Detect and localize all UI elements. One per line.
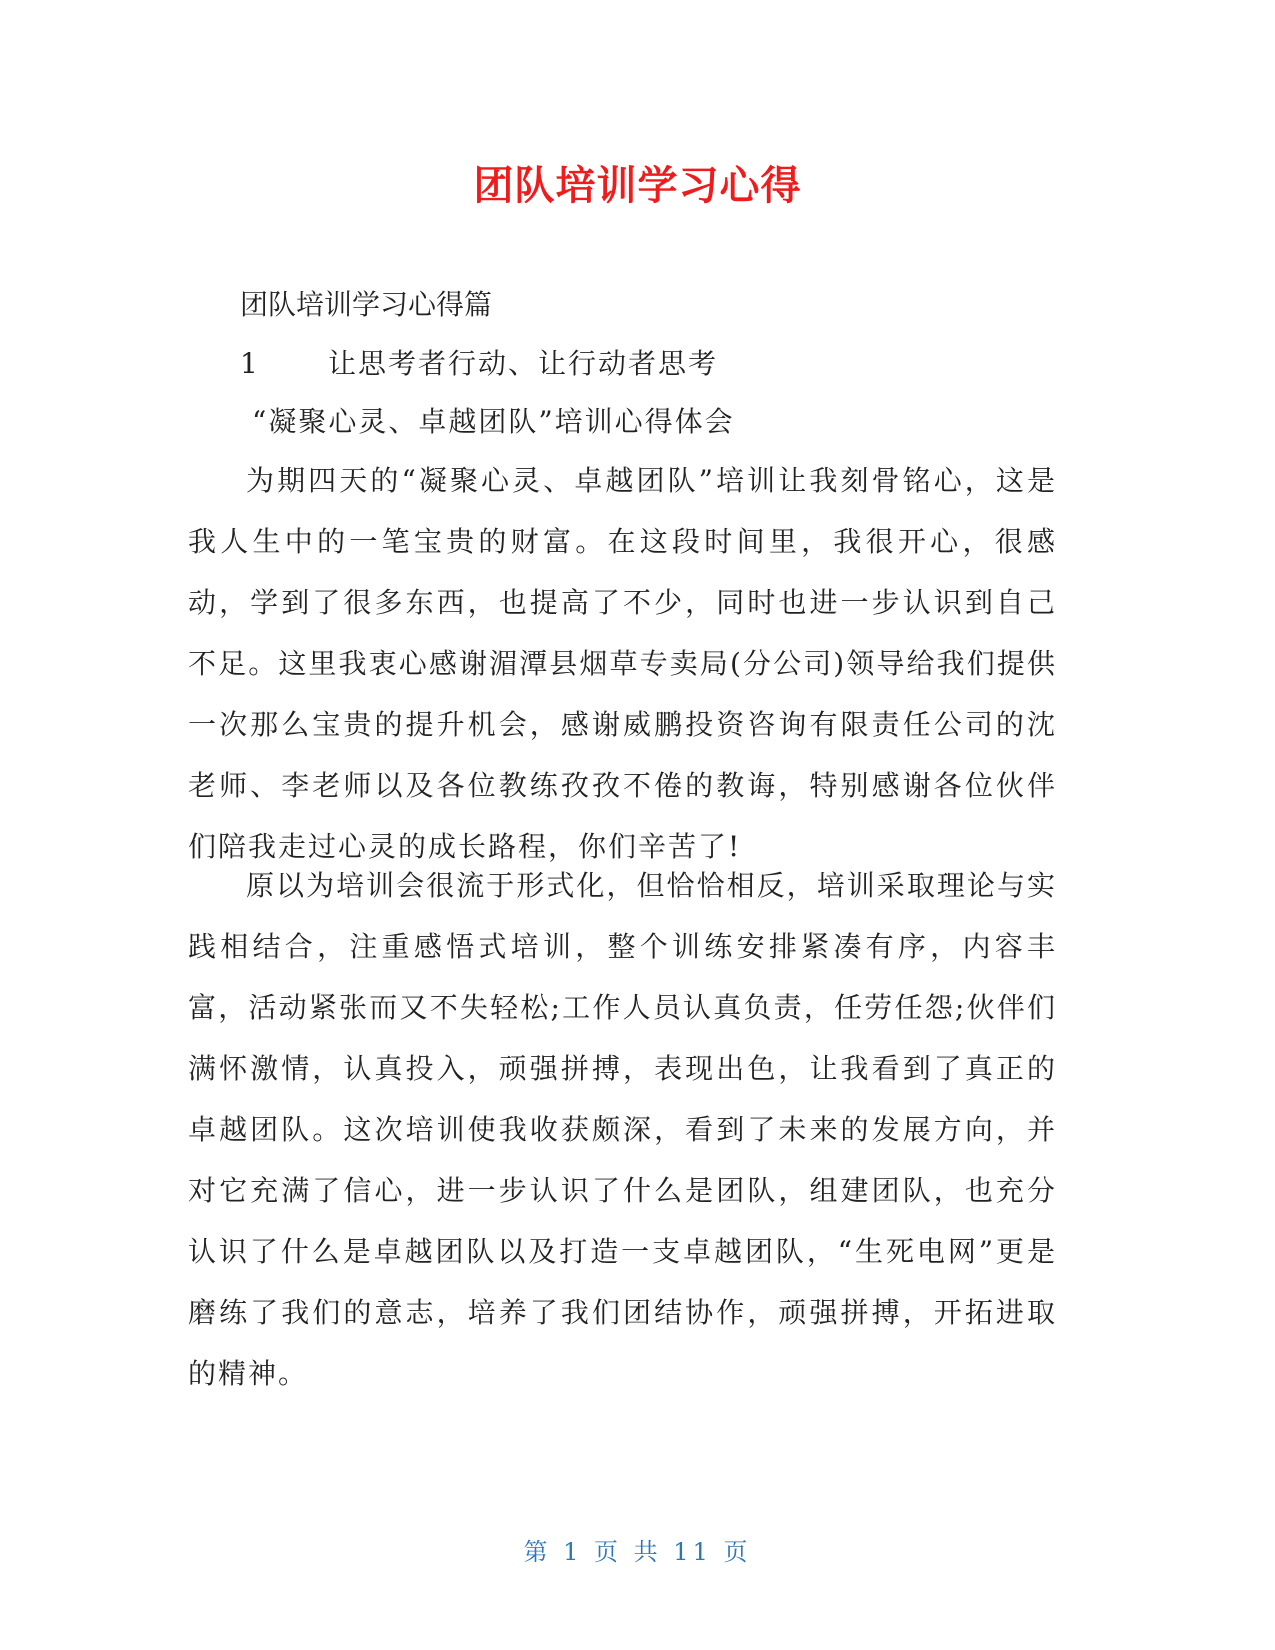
- body-paragraph-2: 原以为培训会很流于形式化，但恰恰相反，培训采取理论与实践相结合，注重感悟式培训，整个训练安排紧凑有序，内容丰富，活动紧张而又不失轻松;工作人员认真负责，任劳任怨;伙伴们满怀激情，认真投入，顽强拼搏，表现出色，让我看到了真正的卓越团队。这次培训使我收获颇深，看到了未来的发展方向，并对它充满了信心，进一步认识了什么是团队，组建团队，也充分认识了什么是卓越团队以及打造一支卓越团队，“生死电网”更是磨练了我们的意志，培养了我们团结协作，顽强拼搏，开拓进取的精神。: [188, 869, 1057, 1390]
- body-paragraph-1: 为期四天的“凝聚心灵、卓越团队”培训让我刻骨铭心，这是我人生中的一笔宝贵的财富。在这段时间里，我很开心，很感动，学到了很多东西，也提高了不少，同时也进一步认识到自己不足。这里我衷心感谢湄潭县烟草专卖局(分公司)领导给我们提供一次那么宝贵的提升机会，感谢威鹏投资咨询有限责任公司的沈老师、李老师以及各位教练孜孜不倦的教诲，特别感谢各位伙伴们陪我走过心灵的成长路程，你们辛苦了!: [188, 464, 1057, 863]
- heading-text: 让思考者行动、让行动者思考: [328, 347, 719, 380]
- page-number-footer: 第 1 页 共 11 页: [523, 1538, 752, 1566]
- document-title: 团队培训学习心得: [473, 163, 802, 209]
- quote-title: “凝聚心灵、卓越团队”培训心得体会: [252, 405, 735, 438]
- document-subtitle: 团队培训学习心得篇: [240, 288, 493, 321]
- heading-number: 1: [240, 347, 258, 380]
